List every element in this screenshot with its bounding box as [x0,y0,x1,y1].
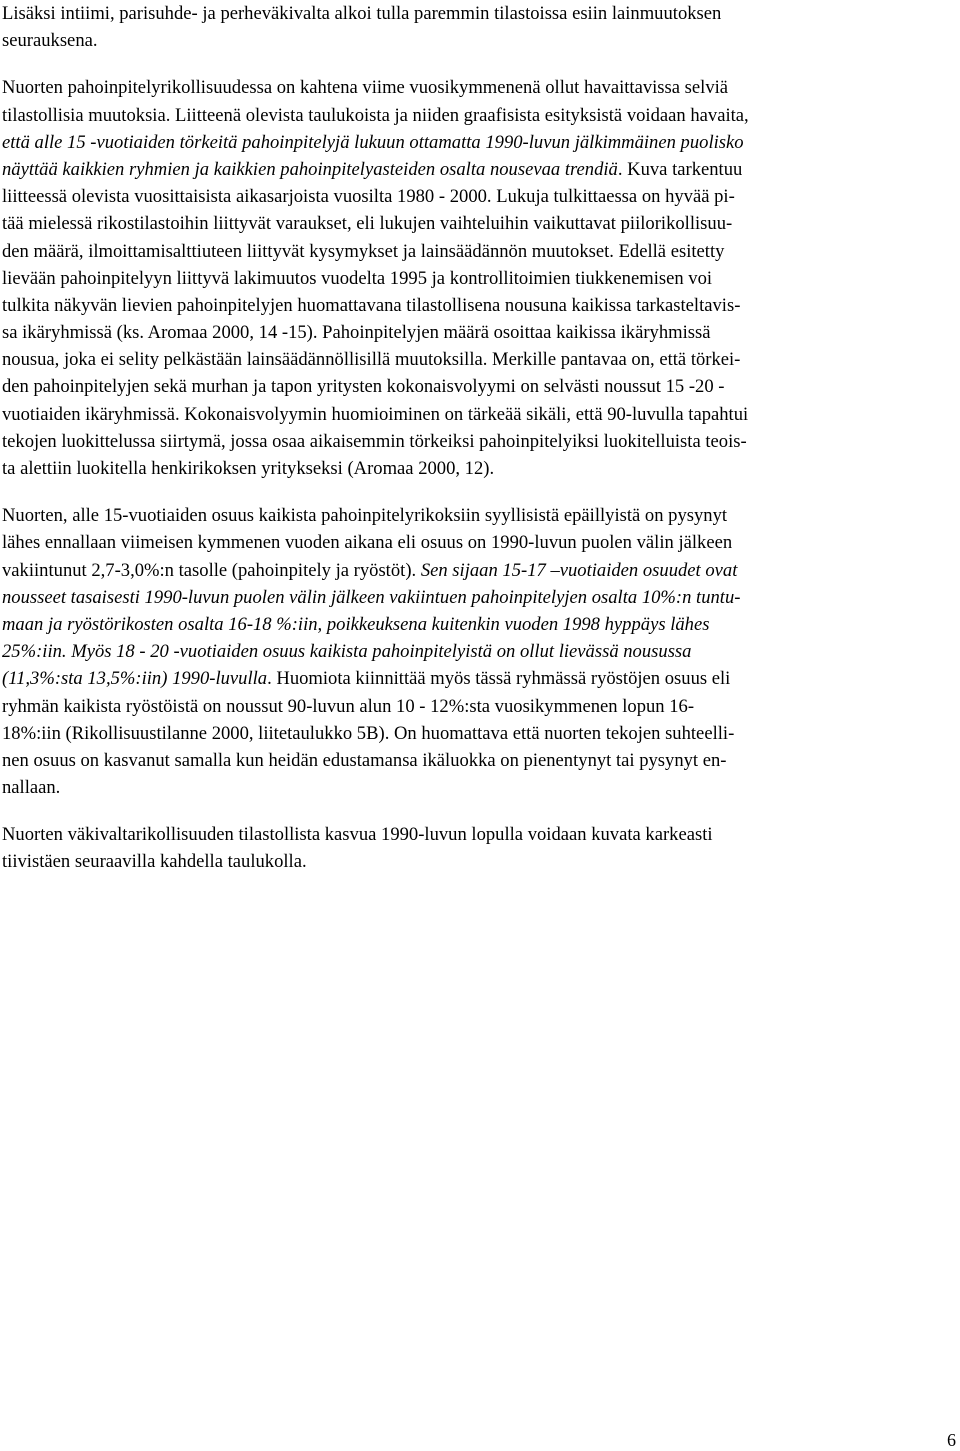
text-line [2,0,957,27]
text-run: Nuorten väkivaltarikollisuuden tilastollista kasvua 1990-luvun lopulla voidaan kuvata karkeasti [2,824,713,846]
text-run: tulkita näkyvän lievien pahoinpitelyjen huomattavana tilastollisena nousuna kaikissa tarkasteltavis- [2,294,741,316]
paragraph [2,74,957,482]
text-line [2,346,957,373]
text-run: nallaan. [2,777,61,799]
text-line [2,265,957,292]
text-run: ta alettiin luokitella henkirikoksen yritykseksi (Aromaa 2000, 12). [2,458,495,479]
italic-text-run: 25%:iin. Myös 18 - 20 -vuotiaiden osuus kaikista pahoinpitelyistä on ollut lievässä nousussa [2,641,692,663]
italic-text-run: että alle 15 -vuotiaiden törkeitä pahoinpitelyjä lukuun ottamatta 1990-luvun jälkimmäinen puolisko [2,131,744,153]
text-line [2,129,957,156]
text-line [2,401,957,428]
text-line [2,774,957,801]
text-line [2,373,957,400]
text-run: Lisäksi intiimi, parisuhde- ja perheväkivalta alkoi tulla paremmin tilastoissa esiin lainmuutoksen [2,3,722,24]
text-run: tilastollisia muutoksia. Liitteenä olevista taulukoista ja niiden graafisista esityksistä voidaan havaita, [2,104,749,126]
paragraph [2,0,957,54]
text-run: Nuorten pahoinpitelyrikollisuudessa on kahtena viime vuosikymmenenä ollut havaittavissa selviä [2,77,729,99]
text-line [2,747,957,774]
paragraph [2,502,957,801]
text-line [2,238,957,265]
paragraph-gap [2,54,957,74]
text-line [2,210,957,237]
text-line [2,156,957,183]
text-line [2,292,957,319]
page-number: 6 [947,1430,956,1450]
text-run: vakiintunut 2,7-3,0%:n tasolle (pahoinpitely ja ryöstöt). [2,559,421,581]
italic-text-run: näyttää kaikkien ryhmien ja kaikkien pahoinpitelyasteiden osalta nousevaa trendiä [2,158,618,180]
text-run: den määrä, ilmoittamisalttiuteen liittyvät kysymykset ja lainsäädännön muutokset. Edellä esitetty [2,240,725,262]
text-run: vuotiaiden ikäryhmissä. Kokonaisvolyymin huomioiminen on tärkeää sikäli, että 90-luvulla tapahtui [2,403,749,425]
text-line [2,428,957,455]
text-run: tää mielessä rikostilastoihin liittyvät varaukset, eli lukujen vaihteluihin vaikuttavat piilorikollisuu- [2,213,733,235]
text-run: lievään pahoinpitelyyn liittyvä lakimuutos vuodelta 1995 ja kontrollitoimien tiukkenemisen voi [2,267,713,289]
body-text [2,0,957,876]
text-run: nen osuus on kasvanut samalla kun heidän edustamansa ikäluokka on pienentynyt tai pysynyt en- [2,749,727,771]
text-run: . Kuva tarkentuu [617,158,743,180]
italic-text-run: Sen sijaan 15-17 –vuotiaiden osuudet ovat [420,559,738,581]
text-line [2,502,957,529]
paragraph-gap [2,801,957,821]
text-run: Nuorten, alle 15-vuotiaiden osuus kaikista pahoinpitelyrikoksiin syyllisistä epäillyistä on pysynyt [2,505,728,527]
text-run: ryhmän kaikista ryöstöistä on noussut 90-luvun alun 10 - 12%:sta vuosikymmenen lopun 16- [2,695,695,717]
italic-text-run: (11,3%:sta 13,5%:iin) 1990-luvulla [2,668,268,690]
text-line [2,102,957,129]
text-run: lähes ennallaan viimeisen kymmenen vuoden aikana eli osuus on 1990-luvun puolen välin jälkeen [2,532,733,554]
text-run: tiivistäen seuraavilla kahdella taulukolla. [2,851,307,873]
text-line [2,848,957,875]
paragraph-gap [2,482,957,502]
text-line [2,720,957,747]
text-run: sa ikäryhmissä (ks. Aromaa 2000, 14 -15). Pahoinpitelyjen määrä osoittaa kaikissa ikäryhmissä [2,322,711,344]
text-run: 18%:iin (Rikollisuustilanne 2000, liitetaulukko 5B). On huomattava että nuorten tekojen suhteelli- [2,722,735,744]
text-line [2,665,957,692]
text-run: . Huomiota kiinnittää myös tässä ryhmässä ryöstöjen osuus eli [267,668,731,690]
text-line [2,821,957,848]
text-line [2,529,957,556]
text-line [2,27,957,54]
text-line [2,319,957,346]
italic-text-run: maan ja ryöstörikosten osalta 16-18 %:iin, poikkeuksena kuitenkin vuoden 1998 hyppäys lähes [2,613,710,635]
text-run: nousua, joka ei selity pelkästään lainsäädännöllisillä muutoksilla. Merkille pantavaa on, että törkei- [2,349,741,371]
text-run: tekojen luokittelussa siirtymä, jossa osaa aikaisemmin törkeiksi pahoinpitelyiksi luokitelluista teois- [2,430,747,452]
text-run: liitteessä olevista vuosittaisista aikasarjoista vuosilta 1980 - 2000. Lukuja tulkittaessa on hyvää pi- [2,186,735,208]
text-run: den pahoinpitelyjen sekä murhan ja tapon yritysten kokonaisvolyymi on selvästi noussut 15 -20 - [2,376,725,398]
italic-text-run: nousseet tasaisesti 1990-luvun puolen välin jälkeen vakiintuen pahoinpitelyjen osalta 10%:n tuntu- [2,586,741,608]
text-line [2,455,957,482]
text-line [2,74,957,101]
text-line [2,183,957,210]
text-run: seurauksena. [2,30,98,52]
text-line [2,693,957,720]
text-line [2,584,957,611]
paragraph [2,821,957,875]
text-line [2,611,957,638]
text-line [2,557,957,584]
text-line [2,638,957,665]
